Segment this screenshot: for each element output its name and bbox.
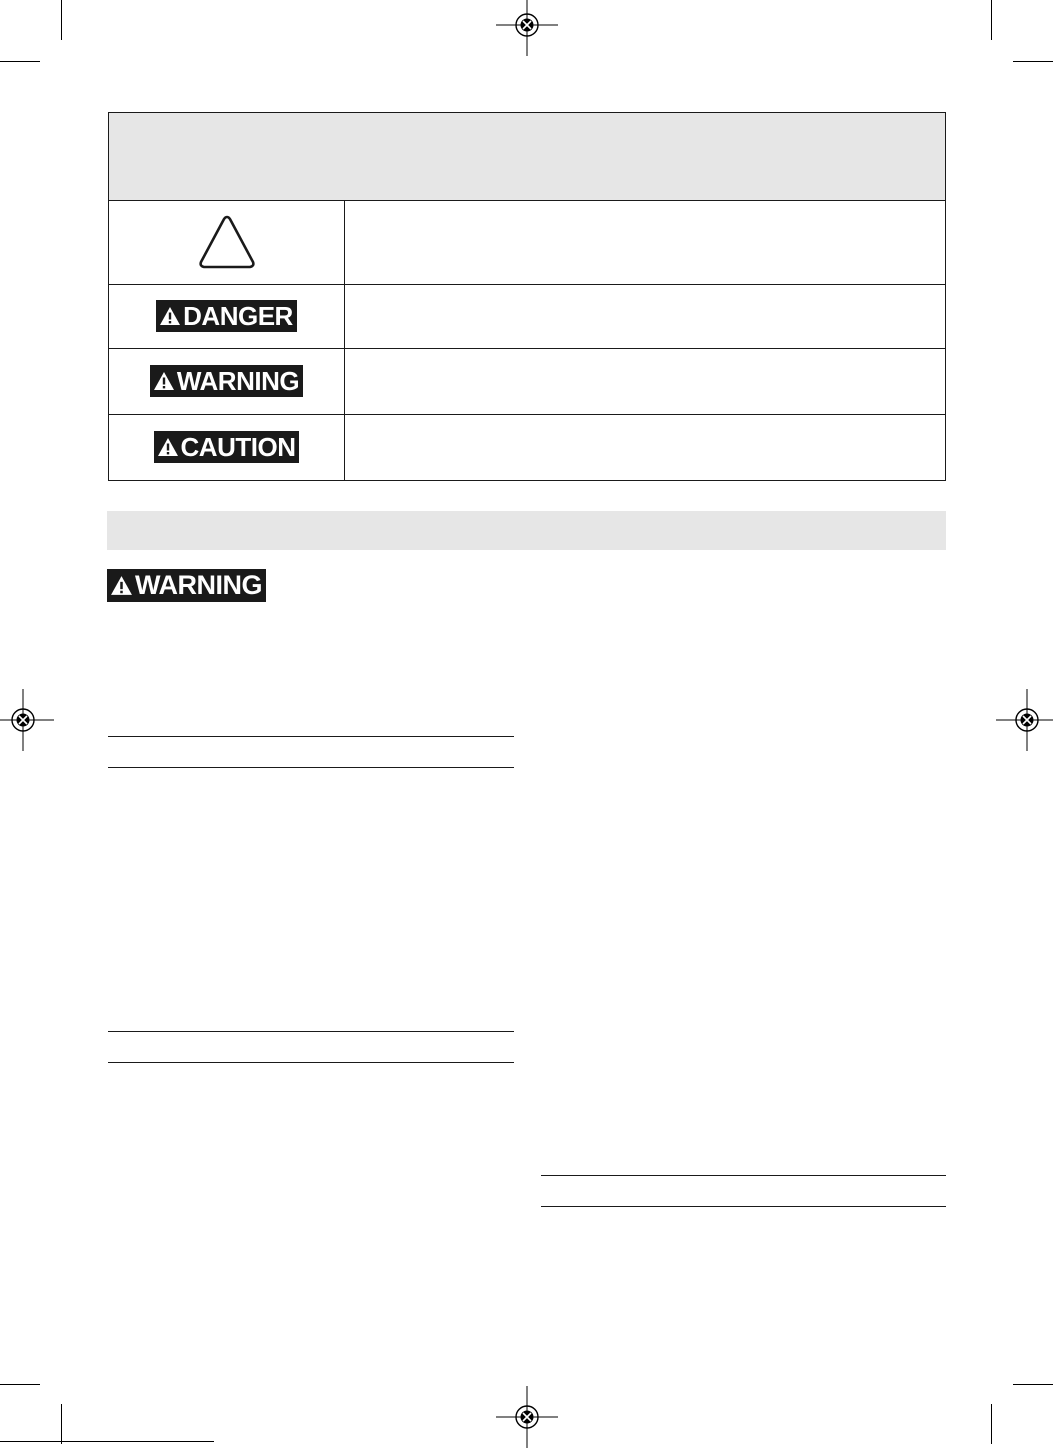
caution-text: CAUTION <box>180 431 296 462</box>
warning-signal-label <box>107 569 266 602</box>
table-row-alert-symbol <box>109 200 344 284</box>
section-heading-bar <box>107 511 946 550</box>
crop-mark <box>61 0 62 40</box>
warning-triangle-icon <box>159 306 181 326</box>
warning-triangle-icon <box>157 437 179 457</box>
danger-signal-label <box>156 300 297 332</box>
table-header <box>109 113 945 201</box>
warning-text: WARNING <box>135 570 262 600</box>
crop-mark <box>991 0 992 40</box>
danger-text: DANGER <box>183 300 293 331</box>
registration-mark-icon <box>0 689 54 751</box>
crop-mark <box>0 61 40 62</box>
crop-mark <box>1013 61 1053 62</box>
registration-mark-icon <box>496 0 558 56</box>
subsection-rule-bottom <box>541 1206 946 1207</box>
subsection-rule-top <box>108 736 514 737</box>
registration-mark-icon <box>496 1386 558 1448</box>
safety-symbols-table <box>108 112 946 481</box>
crop-mark <box>1013 1384 1053 1385</box>
warning-signal-label <box>150 365 303 397</box>
crop-mark <box>991 1404 992 1444</box>
warning-triangle-icon <box>153 371 175 391</box>
warning-triangle-icon <box>196 213 258 271</box>
table-row-danger <box>109 284 344 348</box>
warning-triangle-icon <box>110 575 133 596</box>
crop-mark <box>0 1384 40 1385</box>
table-row-warning <box>109 348 344 414</box>
subsection-rule-bottom <box>108 767 514 768</box>
crop-mark <box>0 1441 214 1442</box>
crop-mark <box>61 1404 62 1444</box>
warning-text: WARNING <box>176 365 300 396</box>
subsection-rule-top <box>541 1175 946 1176</box>
table-row-caution <box>109 414 344 480</box>
registration-mark-icon <box>996 689 1053 751</box>
subsection-rule-bottom <box>108 1062 514 1063</box>
table-column-divider <box>344 200 345 480</box>
caution-signal-label <box>154 431 300 463</box>
subsection-rule-top <box>108 1031 514 1032</box>
